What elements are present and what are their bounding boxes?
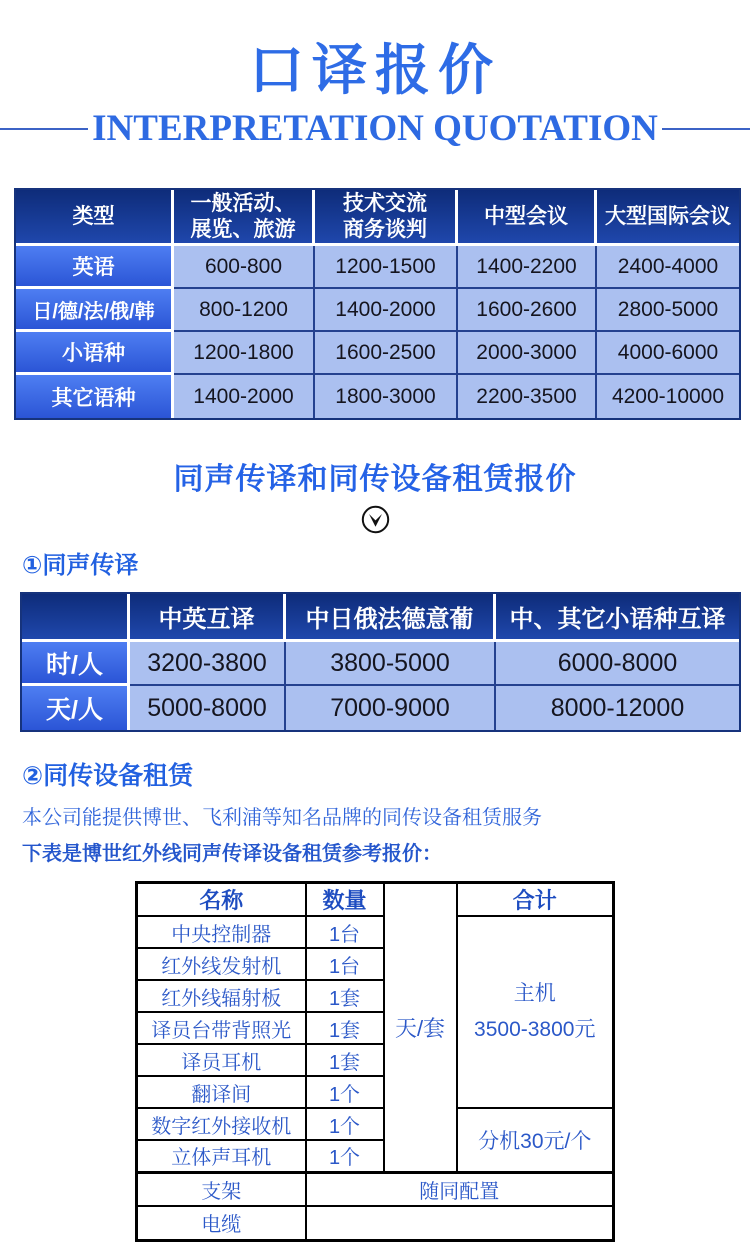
circle-chevron-down-icon (361, 505, 390, 534)
price-cell: 8000-12000 (496, 686, 739, 730)
col-header-medium-conference: 中型会议 (458, 190, 597, 246)
equipment-name: 红外线发射机 (137, 948, 306, 980)
col-header-cn-multi: 中日俄法德意葡 (286, 594, 496, 642)
price-cell: 1400-2000 (315, 289, 458, 332)
table-row (16, 332, 739, 375)
price-cell: 2400-4000 (597, 246, 739, 289)
equipment-qty: 1个 (306, 1076, 384, 1108)
col-header-cn-minor: 中、其它小语种互译 (496, 594, 739, 642)
col-header-technical-line2: 商务谈判 (343, 217, 427, 241)
price-cell: 2200-3500 (458, 375, 597, 418)
equipment-qty: 1套 (306, 1012, 384, 1044)
col-header-name: 名称 (137, 883, 306, 917)
equipment-table-caption: 下表是博世红外线同声传译设备租赁参考报价： (22, 843, 442, 865)
col-header-general-line2: 展览、旅游 (190, 217, 296, 241)
divider-line-right (662, 128, 750, 130)
cable-name: 电缆 (137, 1206, 306, 1240)
equipment-name: 红外线辐射板 (137, 980, 306, 1012)
equipment-name: 数字红外接收机 (137, 1108, 306, 1140)
equipment-intro-line: 本公司能提供博世、飞利浦等知名品牌的同传设备租赁服务 (22, 807, 542, 829)
col-header-qty: 数量 (306, 883, 384, 917)
equipment-qty: 1个 (306, 1108, 384, 1140)
table-header-row (137, 883, 614, 917)
bracket-name: 支架 (137, 1172, 306, 1206)
part1-heading: ①同声传译 (22, 552, 139, 579)
simultaneous-interpretation-price-table (20, 592, 741, 732)
col-header-technical-line1: 技术交流 (343, 191, 427, 215)
price-cell: 1200-1500 (315, 246, 458, 289)
part2-heading: ②同传设备租赁 (22, 762, 194, 790)
table-row (137, 1108, 614, 1140)
host-total-cell (457, 916, 614, 1108)
price-cell: 800-1200 (174, 289, 315, 332)
unit-cell: 天/套 (384, 883, 457, 1173)
col-header-total: 合计 (457, 883, 614, 917)
price-cell: 600-800 (174, 246, 315, 289)
equipment-qty: 1台 (306, 948, 384, 980)
price-cell: 1600-2500 (315, 332, 458, 375)
host-total-line2: 3500-3800元 (474, 1018, 596, 1041)
col-header-blank (22, 594, 130, 642)
table-row (16, 246, 739, 289)
price-cell: 2800-5000 (597, 289, 739, 332)
price-cell: 1600-2600 (458, 289, 597, 332)
col-header-cn-en: 中英互译 (130, 594, 286, 642)
price-cell: 4200-10000 (597, 375, 739, 418)
col-header-general-line1: 一般活动、 (190, 191, 296, 215)
price-cell: 7000-9000 (286, 686, 496, 730)
price-cell: 3200-3800 (130, 642, 286, 686)
col-header-type: 类型 (16, 190, 174, 246)
table-row (137, 1172, 614, 1206)
table-row (16, 375, 739, 418)
row-label-english: 英语 (16, 246, 174, 289)
price-cell: 5000-8000 (130, 686, 286, 730)
price-cell: 1800-3000 (315, 375, 458, 418)
row-label-per-hour: 时/人 (22, 642, 130, 686)
interpretation-price-table (14, 188, 741, 420)
table-row (22, 686, 739, 730)
extension-total-cell: 分机30元/个 (457, 1108, 614, 1172)
bracket-value: 随同配置 (306, 1172, 614, 1206)
table-header-row (16, 190, 739, 246)
price-cell: 1400-2000 (174, 375, 315, 418)
row-label-other-languages: 其它语种 (16, 375, 174, 418)
row-label-per-day: 天/人 (22, 686, 130, 730)
table-row (16, 289, 739, 332)
col-header-general (174, 190, 315, 246)
price-cell: 4000-6000 (597, 332, 739, 375)
col-header-technical (315, 190, 458, 246)
equipment-name: 译员耳机 (137, 1044, 306, 1076)
price-cell: 3800-5000 (286, 642, 496, 686)
page-subtitle-row (0, 107, 750, 150)
page-subtitle: INTERPRETATION QUOTATION (92, 108, 658, 149)
row-label-minor-languages: 小语种 (16, 332, 174, 375)
equipment-name: 中央控制器 (137, 916, 306, 948)
arrow-wrap (0, 505, 750, 535)
equipment-name: 译员台带背照光 (137, 1012, 306, 1044)
divider-line-left (0, 128, 88, 130)
table-row (22, 642, 739, 686)
equipment-qty: 1套 (306, 980, 384, 1012)
price-cell: 1200-1800 (174, 332, 315, 375)
col-header-large-conference: 大型国际会议 (597, 190, 739, 246)
table-row (137, 1206, 614, 1240)
equipment-qty: 1套 (306, 1044, 384, 1076)
cable-value (306, 1206, 614, 1240)
equipment-name: 立体声耳机 (137, 1140, 306, 1172)
equipment-name: 翻译间 (137, 1076, 306, 1108)
page-title: 口译报价 (248, 39, 501, 101)
row-label-jp-de-fr-ru-kr: 日/德/法/俄/韩 (16, 289, 174, 332)
equipment-qty: 1台 (306, 916, 384, 948)
table-row (137, 916, 614, 948)
table-header-row (22, 594, 739, 642)
price-cell: 2000-3000 (458, 332, 597, 375)
section-heading-simultaneous: 同声传译和同传设备租赁报价 (173, 463, 577, 496)
equipment-rental-table (135, 881, 615, 1242)
price-cell: 1400-2200 (458, 246, 597, 289)
price-cell: 6000-8000 (496, 642, 739, 686)
host-total-line1: 主机 (513, 982, 556, 1005)
equipment-qty: 1个 (306, 1140, 384, 1172)
